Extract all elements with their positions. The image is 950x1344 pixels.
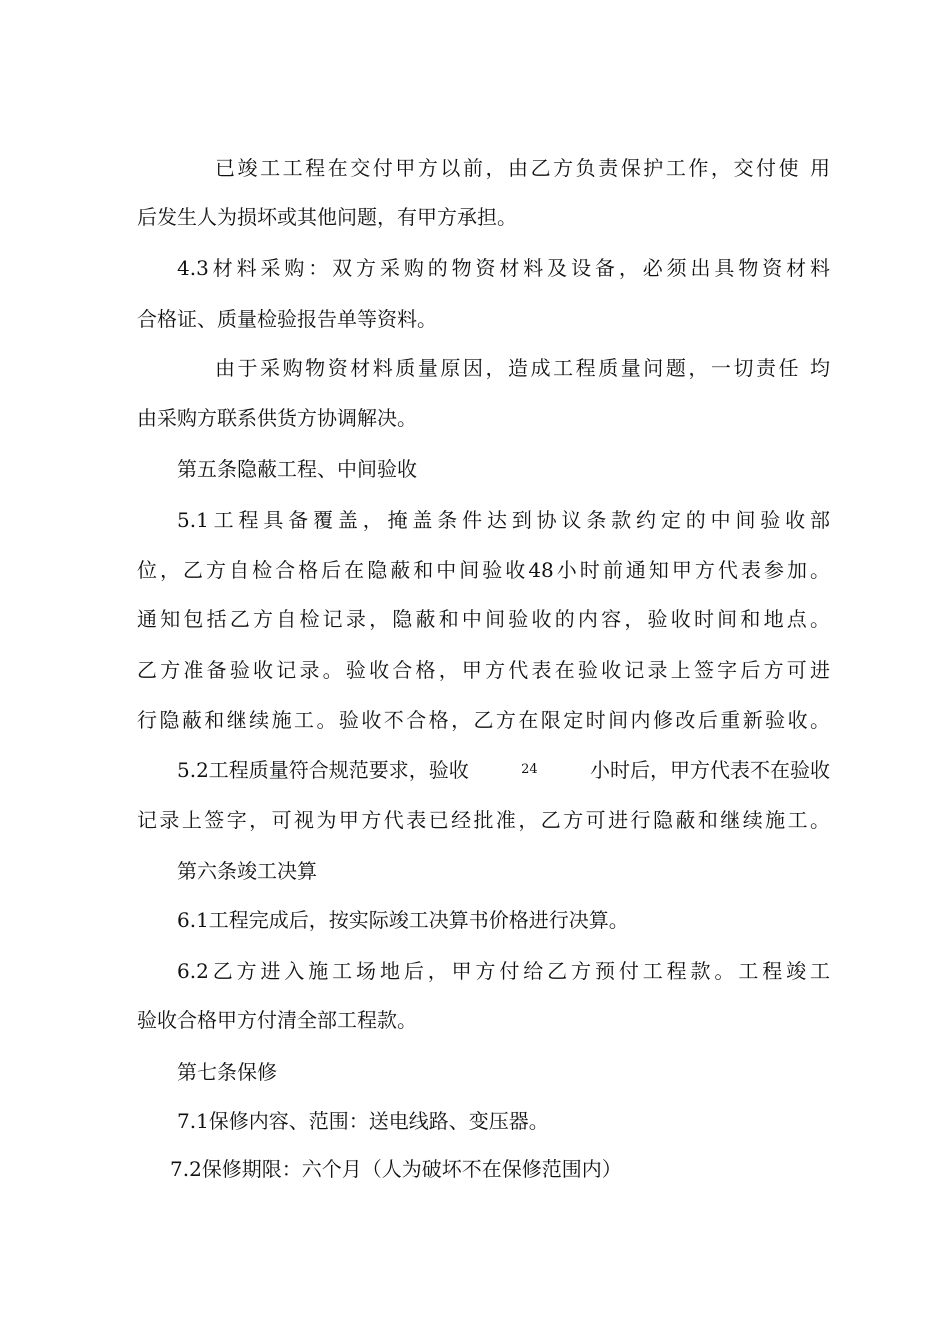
paragraph-line xyxy=(177,756,830,784)
paragraph-line: 记录上签字，可视为甲方代表已经批准，乙方可进行隐蔽和继续施工。 xyxy=(137,808,830,832)
paragraph-line: 已竣工工程在交付甲方以前，由乙方负责保护工作，交付使 用 xyxy=(215,156,830,180)
text-segment: 小时后，甲方代表不在验收 xyxy=(589,758,830,782)
paragraph-line: 行隐蔽和继续施工。验收不合格，乙方在限定时间内修改后重新验收。 xyxy=(137,708,830,732)
paragraph-line: 乙方准备验收记录。验收合格，甲方代表在验收记录上签字后方可进 xyxy=(137,658,830,682)
paragraph-line: 位，乙方自检合格后在隐蔽和中间验收48小时前通知甲方代表参加。 xyxy=(137,558,830,582)
paragraph-line: 4.3材料采购：双方采购的物资材料及设备，必须出具物资材料 xyxy=(177,256,830,280)
paragraph-line: 7.1保修内容、范围：送电线路、变压器。 xyxy=(177,1109,549,1133)
section-heading: 第五条隐蔽工程、中间验收 xyxy=(177,457,417,481)
paragraph-line: 合格证、质量检验报告单等资料。 xyxy=(137,307,437,331)
paragraph-line: 6.1工程完成后，按实际竣工决算书价格进行决算。 xyxy=(177,908,629,932)
section-heading: 第七条保修 xyxy=(177,1060,277,1084)
paragraph-line: 5.1工程具备覆盖，掩盖条件达到协议条款约定的中间验收部 xyxy=(177,508,830,532)
paragraph-line: 通知包括乙方自检记录，隐蔽和中间验收的内容，验收时间和地点。 xyxy=(137,607,830,631)
section-heading: 第六条竣工决算 xyxy=(177,859,317,883)
number-small: 24 xyxy=(521,762,538,777)
paragraph-line: 6.2乙方进入施工场地后，甲方付给乙方预付工程款。工程竣工 xyxy=(177,959,830,983)
paragraph-line: 后发生人为损坏或其他问题，有甲方承担。 xyxy=(137,205,517,229)
paragraph-line: 由于采购物资材料质量原因，造成工程质量问题，一切责任 均 xyxy=(215,356,830,380)
paragraph-line: 由采购方联系供货方协调解决。 xyxy=(137,406,417,430)
paragraph-line: 7.2保修期限：六个月（人为破坏不在保修范围内） xyxy=(170,1157,622,1181)
text-segment: 5.2工程质量符合规范要求，验收 xyxy=(177,758,469,782)
paragraph-line: 验收合格甲方付清全部工程款。 xyxy=(137,1008,417,1032)
